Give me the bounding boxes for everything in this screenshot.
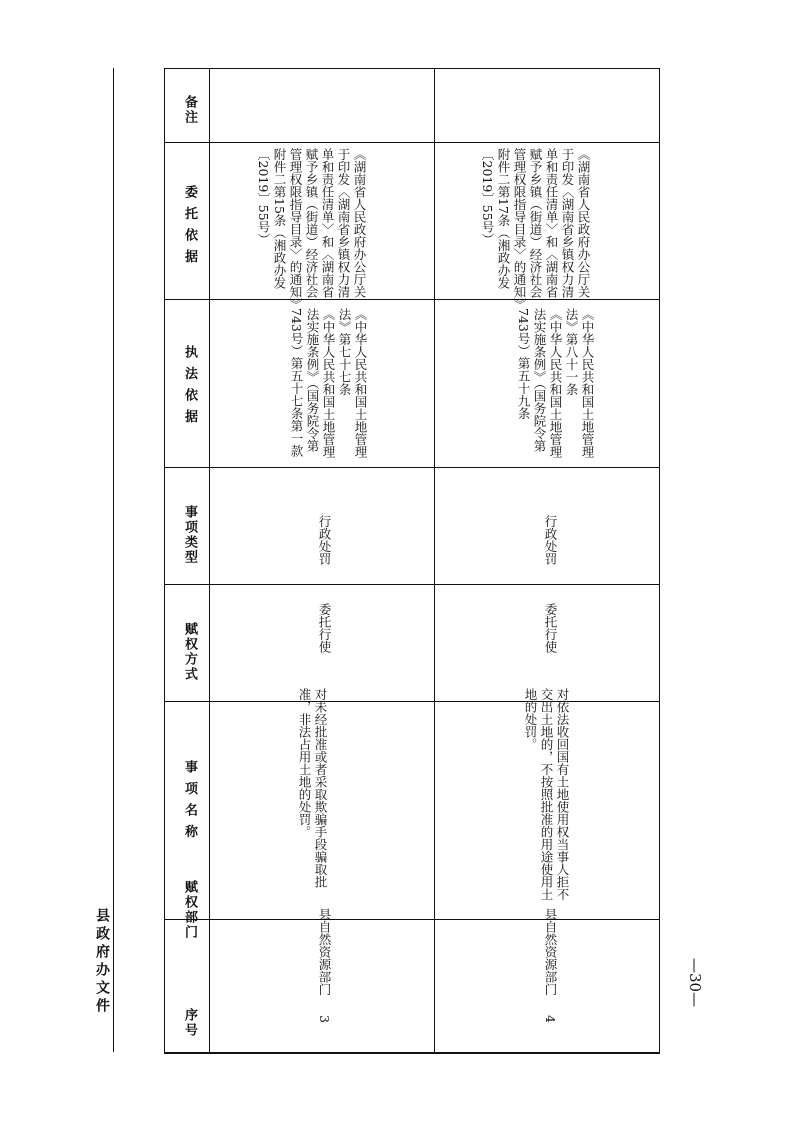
row3-seq: 3: [317, 1015, 332, 1023]
row3-basis: 《湖南省人民政府办公厅关于印发〈湖南省乡镇权力清单和责任清单〉和〈湖南省赋予乡镇（街道）经济社会管理权限指导目录〉的通知》附件二第15条（湘政办发〔2019〕55号）: [256, 148, 367, 305]
row4-seq: 4: [543, 1015, 558, 1023]
header-note: 备注: [182, 95, 197, 125]
row3-mode: 委托行使: [317, 603, 332, 653]
row4-type: 行政处罚: [543, 515, 558, 565]
header-rule: [113, 68, 114, 1052]
row3-dept: 县自然资源部门: [317, 908, 332, 996]
header-dept: 赋权部门: [182, 880, 197, 940]
row4-mode: 委托行使: [543, 603, 558, 653]
row3-type: 行政处罚: [317, 515, 332, 565]
row4-law: 《中华人民共和国土地管理法》第八十一条 《中华人民共和国土地管理法实施条例》（国务院令第743号）第五十九条: [516, 308, 595, 458]
header-law: 执 法 依 据: [182, 345, 197, 425]
row4-dept: 县自然资源部门: [543, 908, 558, 996]
header-basis: 委 托 依 据: [182, 185, 197, 265]
header-seq: 序号: [182, 1008, 197, 1038]
header-mode: 赋权方式: [182, 622, 197, 682]
header-type: 事项类型: [182, 505, 197, 565]
document-title: 县政府办文件: [94, 908, 110, 1016]
row3-law: 《中华人民共和国土地管理法》第七十七条 《中华人民共和国土地管理法实施条例》（国务院令第743号）第五十七条第一款: [289, 308, 368, 458]
page-number: —30—: [686, 958, 704, 1008]
row3-item: 对未经批准或者采取欺骗手段骗取批准，非法占用土地的处罚。: [297, 688, 328, 888]
row4-item: 对依法收回国有土地使用权当事人拒不交出土地的，不按照批准的用途使用土地的处罚。: [523, 688, 570, 901]
header-item: 事 项 名 称: [182, 760, 197, 840]
row4-basis: 《湖南省人民政府办公厅关于印发〈湖南省乡镇权力清单和责任清单〉和〈湖南省赋予乡镇（街道）经济社会管理权限指导目录〉的通知》附件二第17条（湘政办发〔2019〕55号）: [480, 148, 591, 305]
